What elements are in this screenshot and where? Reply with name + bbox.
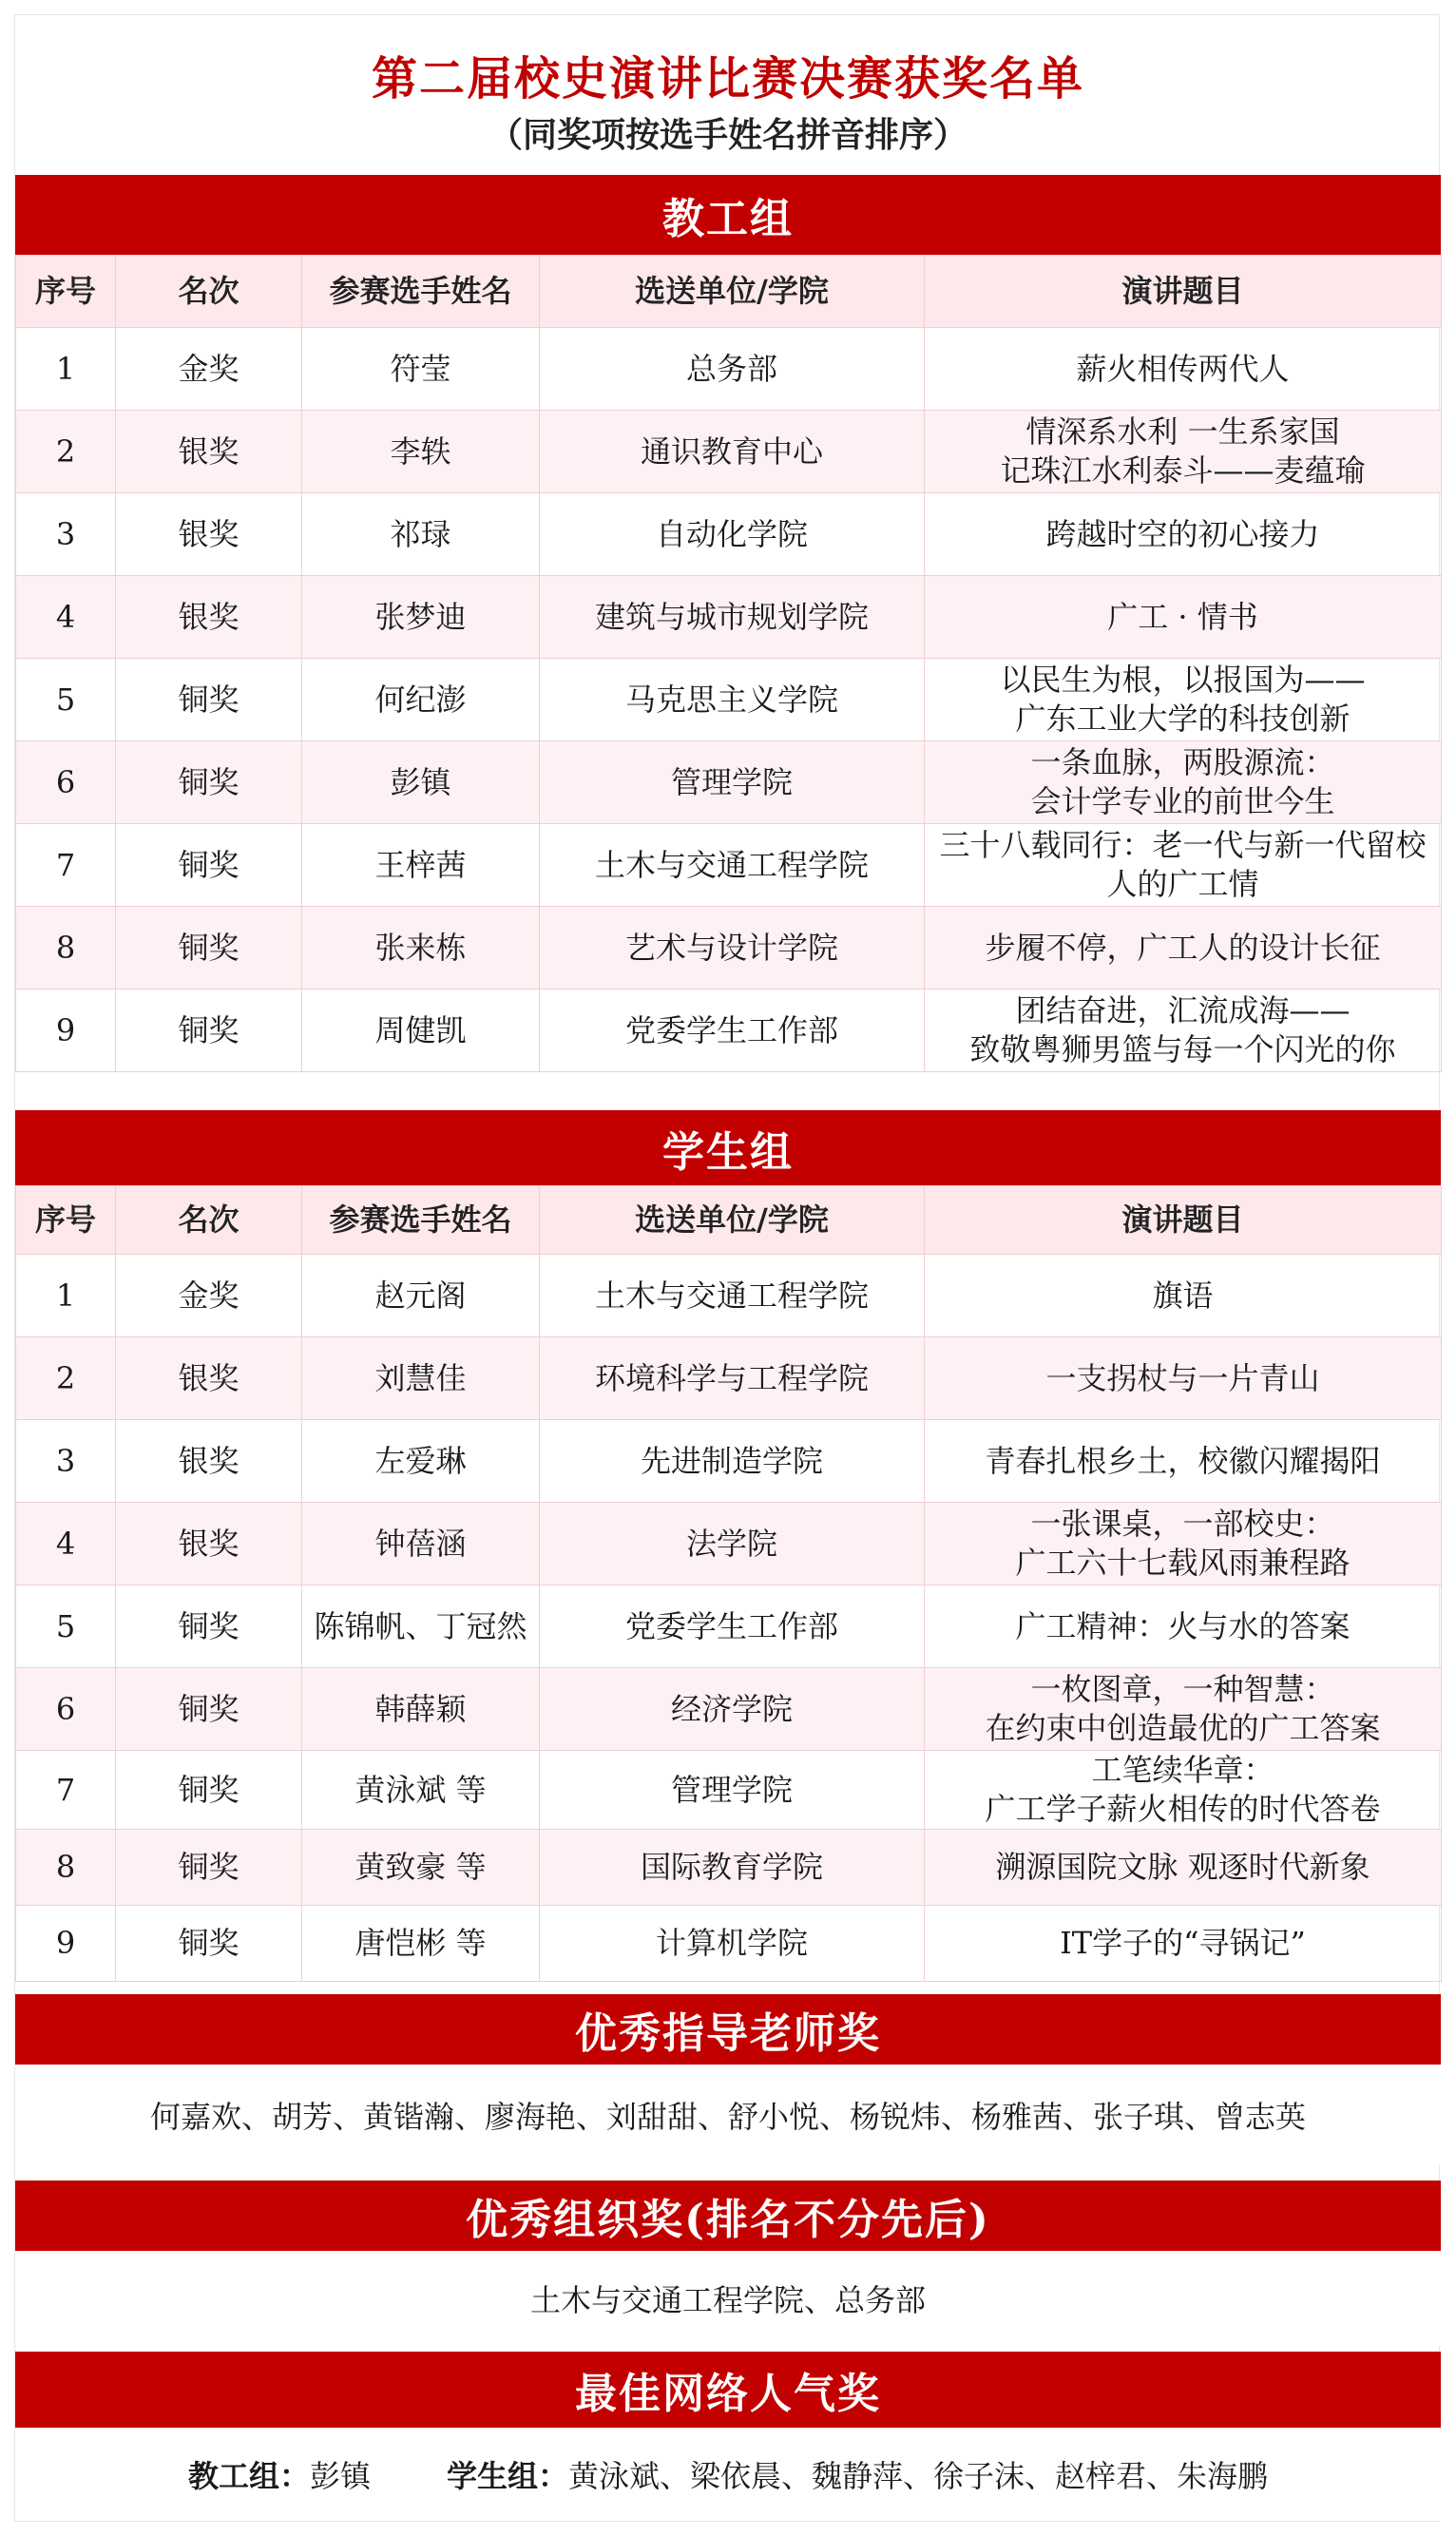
table-row [16, 576, 1442, 659]
cell-topic: 旗语 [925, 1255, 1442, 1337]
table-row [16, 1337, 1442, 1420]
cell-rank: 铜奖 [116, 907, 302, 989]
cell-rank: 铜奖 [116, 1830, 302, 1906]
cell-unit: 土木与交通工程学院 [540, 824, 925, 907]
organization-award-banner: 优秀组织奖(排名不分先后) [15, 2181, 1441, 2251]
table-header-row [16, 256, 1442, 328]
cell-unit: 经济学院 [540, 1668, 925, 1751]
cell-topic: IT学子的“寻锅记” [925, 1906, 1442, 1982]
cell-topic: 团结奋进，汇流成海—— 致敬粤狮男篮与每一个闪光的你 [925, 989, 1442, 1072]
table-row [16, 328, 1442, 411]
cell-unit: 通识教育中心 [540, 411, 925, 493]
cell-name: 张梦迪 [302, 576, 540, 659]
cell-name: 钟蓓涵 [302, 1503, 540, 1585]
table-row [16, 1420, 1442, 1503]
cell-no: 8 [16, 1830, 116, 1906]
cell-unit: 管理学院 [540, 1751, 925, 1830]
cell-no: 8 [16, 907, 116, 989]
page-title: 第二届校史演讲比赛决赛获奖名单 [371, 52, 1084, 106]
cell-unit: 党委学生工作部 [540, 989, 925, 1072]
cell-no: 9 [16, 989, 116, 1072]
student-table-body [16, 1255, 1442, 1982]
cell-rank: 铜奖 [116, 824, 302, 907]
cell-rank: 铜奖 [116, 1585, 302, 1668]
cell-name: 王梓茜 [302, 824, 540, 907]
cell-rank: 银奖 [116, 493, 302, 576]
cell-name: 周健凯 [302, 989, 540, 1072]
popular-award-banner: 最佳网络人气奖 [15, 2352, 1441, 2428]
table-row [16, 1503, 1442, 1585]
table-row [16, 824, 1442, 907]
cell-topic: 一支拐杖与一片青山 [925, 1337, 1442, 1420]
table-header-row [16, 1186, 1442, 1255]
cell-rank: 铜奖 [116, 659, 302, 741]
student-group-banner: 学生组 [15, 1110, 1441, 1185]
cell-rank: 金奖 [116, 328, 302, 411]
header-rank: 名次 [116, 256, 302, 328]
cell-unit: 自动化学院 [540, 493, 925, 576]
cell-rank: 银奖 [116, 411, 302, 493]
header-no: 序号 [16, 256, 116, 328]
staff-table-body [16, 328, 1442, 1072]
cell-name: 陈锦帆、丁冠然 [302, 1585, 540, 1668]
header-name: 参赛选手姓名 [302, 256, 540, 328]
header-unit: 选送单位/学院 [540, 256, 925, 328]
table-row [16, 907, 1442, 989]
cell-no: 4 [16, 576, 116, 659]
cell-name: 李轶 [302, 411, 540, 493]
cell-topic: 一枚图章，一种智慧： 在约束中创造最优的广工答案 [925, 1668, 1442, 1751]
header-rank: 名次 [116, 1186, 302, 1255]
cell-topic: 工笔续华章： 广工学子薪火相传的时代答卷 [925, 1751, 1442, 1830]
cell-no: 4 [16, 1503, 116, 1585]
cell-unit: 先进制造学院 [540, 1420, 925, 1503]
student-winners: 黄泳斌、梁依晨、魏静萍、徐子沫、赵梓君、朱海鹏 [568, 2458, 1269, 2494]
cell-topic: 一张课桌，一部校史： 广工六十七载风雨兼程路 [925, 1503, 1442, 1585]
cell-unit: 马克思主义学院 [540, 659, 925, 741]
staff-award-table [15, 255, 1442, 1072]
cell-name: 黄泳斌 等 [302, 1751, 540, 1830]
cell-name: 刘慧佳 [302, 1337, 540, 1420]
header-topic: 演讲题目 [925, 256, 1442, 328]
cell-topic: 广工 · 情书 [925, 576, 1442, 659]
cell-name: 符莹 [302, 328, 540, 411]
cell-topic: 青春扎根乡土，校徽闪耀揭阳 [925, 1420, 1442, 1503]
cell-rank: 银奖 [116, 1503, 302, 1585]
cell-topic: 溯源国院文脉 观逐时代新象 [925, 1830, 1442, 1906]
cell-topic: 步履不停，广工人的设计长征 [925, 907, 1442, 989]
cell-no: 1 [16, 1255, 116, 1337]
cell-topic: 三十八载同行：老一代与新一代留校 人的广工情 [925, 824, 1442, 907]
student-award-table [15, 1185, 1442, 1982]
cell-unit: 国际教育学院 [540, 1830, 925, 1906]
cell-name: 彭镇 [302, 741, 540, 824]
cell-no: 7 [16, 824, 116, 907]
organization-award-units: 土木与交通工程学院、总务部 [15, 2251, 1441, 2346]
teacher-award-banner: 优秀指导老师奖 [15, 1994, 1441, 2065]
table-row [16, 1585, 1442, 1668]
cell-no: 7 [16, 1751, 116, 1830]
cell-no: 5 [16, 1585, 116, 1668]
cell-no: 9 [16, 1906, 116, 1982]
cell-rank: 银奖 [116, 576, 302, 659]
cell-unit: 土木与交通工程学院 [540, 1255, 925, 1337]
cell-no: 6 [16, 741, 116, 824]
cell-name: 黄致豪 等 [302, 1830, 540, 1906]
cell-rank: 铜奖 [116, 1906, 302, 1982]
table-row [16, 989, 1442, 1072]
cell-no: 3 [16, 1420, 116, 1503]
cell-rank: 铜奖 [116, 1751, 302, 1830]
cell-rank: 银奖 [116, 1337, 302, 1420]
cell-rank: 铜奖 [116, 989, 302, 1072]
cell-name: 韩薛颖 [302, 1668, 540, 1751]
cell-name: 赵元阁 [302, 1255, 540, 1337]
cell-rank: 金奖 [116, 1255, 302, 1337]
header-no: 序号 [16, 1186, 116, 1255]
cell-unit: 环境科学与工程学院 [540, 1337, 925, 1420]
cell-unit: 法学院 [540, 1503, 925, 1585]
cell-name: 祁琭 [302, 493, 540, 576]
header-topic: 演讲题目 [925, 1186, 1442, 1255]
table-row [16, 659, 1442, 741]
teacher-award-names: 何嘉欢、胡芳、黄锴瀚、廖海艳、刘甜甜、舒小悦、杨锐炜、杨雅茜、张子琪、曾志英 [15, 2065, 1441, 2165]
cell-no: 6 [16, 1668, 116, 1751]
cell-unit: 党委学生工作部 [540, 1585, 925, 1668]
award-sheet [14, 14, 1440, 2522]
cell-name: 左爱琳 [302, 1420, 540, 1503]
cell-name: 何纪澎 [302, 659, 540, 741]
table-row [16, 1906, 1442, 1982]
table-row [16, 1255, 1442, 1337]
table-row [16, 411, 1442, 493]
cell-no: 2 [16, 411, 116, 493]
cell-topic: 跨越时空的初心接力 [925, 493, 1442, 576]
header-name: 参赛选手姓名 [302, 1186, 540, 1255]
cell-no: 3 [16, 493, 116, 576]
cell-name: 唐恺彬 等 [302, 1906, 540, 1982]
cell-topic: 以民生为根，以报国为—— 广东工业大学的科技创新 [925, 659, 1442, 741]
cell-rank: 银奖 [116, 1420, 302, 1503]
table-row [16, 741, 1442, 824]
cell-unit: 建筑与城市规划学院 [540, 576, 925, 659]
cell-no: 1 [16, 328, 116, 411]
cell-unit: 计算机学院 [540, 1906, 925, 1982]
student-label: 学生组： [447, 2458, 569, 2494]
cell-topic: 广工精神：火与水的答案 [925, 1585, 1442, 1668]
cell-rank: 铜奖 [116, 741, 302, 824]
cell-name: 张来栋 [302, 907, 540, 989]
header-unit: 选送单位/学院 [540, 1186, 925, 1255]
table-row [16, 1668, 1442, 1751]
staff-group-banner: 教工组 [15, 175, 1441, 255]
page-subtitle: （同奖项按选手姓名拼音排序） [488, 115, 967, 155]
cell-topic: 薪火相传两代人 [925, 328, 1442, 411]
cell-no: 5 [16, 659, 116, 741]
cell-topic: 一条血脉，两股源流： 会计学专业的前世今生 [925, 741, 1442, 824]
table-row [16, 1751, 1442, 1830]
cell-no: 2 [16, 1337, 116, 1420]
cell-unit: 艺术与设计学院 [540, 907, 925, 989]
cell-unit: 总务部 [540, 328, 925, 411]
table-row [16, 1830, 1442, 1906]
cell-topic: 情深系水利 一生系家国 记珠江水利泰斗——麦蕴瑜 [925, 411, 1442, 493]
cell-unit: 管理学院 [540, 741, 925, 824]
cell-rank: 铜奖 [116, 1668, 302, 1751]
staff-label: 教工组： [187, 2458, 310, 2494]
popular-award-winners [15, 2428, 1441, 2521]
table-row [16, 493, 1442, 576]
staff-winner: 彭镇 [309, 2458, 371, 2494]
